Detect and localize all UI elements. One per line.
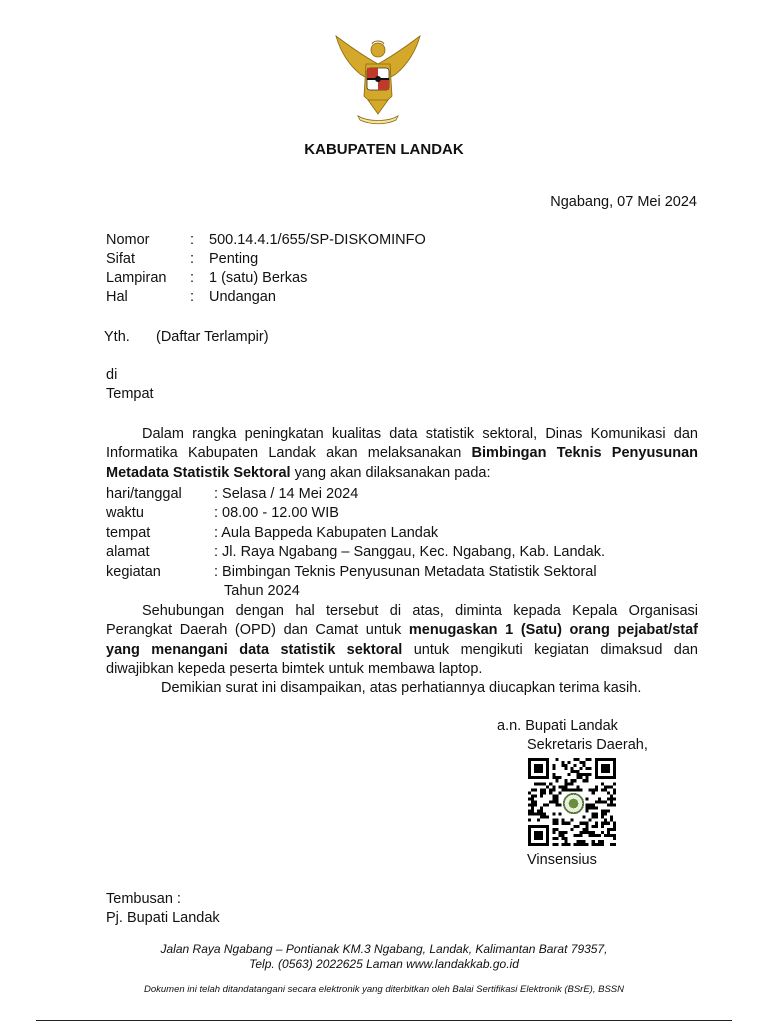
signature-on-behalf: a.n. Bupati Landak [497,718,618,734]
event-title: Bimbingan Teknis Penyusunan Metadata Statistik Sektoral [106,445,698,481]
meta-row [106,289,276,308]
event-value: : Bimbingan Teknis Penyusunan Metadata Statistik Sektoral [214,564,597,580]
meta-label: Nomor [106,232,150,248]
intro-text: Dalam rangka peningkatan kualitas data statistik sektoral, Dinas Komunikasi dan Informatika Kabupaten Landak akan melaksanakan [106,426,698,462]
event-row [106,544,605,563]
request-emphasis: menugaskan 1 (Satu) orang pejabat/staf yang menangani data statistik sektoral [106,622,698,658]
meta-colon: : [190,251,195,267]
event-row [106,505,339,524]
meta-colon: : [190,270,195,286]
signer-name: Vinsensius [527,852,597,868]
closing-paragraph [106,680,698,696]
event-row [106,525,438,544]
meta-value: Undangan [209,289,276,305]
closing-text: Demikian surat ini disampaikan, atas perhatiannya diucapkan terima kasih. [161,680,642,696]
request-text-end: untuk mengikuti kegiatan dimaksud dan diwajibkan kepeda peserta bimtek untuk membawa laptop. [106,641,698,677]
garuda-emblem-icon [330,34,426,126]
event-value: : Selasa / 14 Mei 2024 [214,486,359,502]
meta-label: Hal [106,289,128,305]
yth-label: Yth. [104,329,130,345]
event-label: waktu [106,505,144,521]
event-label: hari/tanggal [106,486,182,502]
event-value: : Jl. Raya Ngabang – Sanggau, Kec. Ngabang, Kab. Landak. [214,544,605,560]
di-label: di [106,367,118,383]
meta-value: Penting [209,251,259,267]
event-row [106,486,358,505]
event-label: kegiatan [106,564,161,580]
letter-date: Ngabang, 07 Mei 2024 [550,194,697,210]
footer-address: Jalan Raya Ngabang – Pontianak KM.3 Ngabang, Landak, Kalimantan Barat 79357, [160,942,608,956]
meta-row [106,251,258,270]
meta-value: 500.14.4.1/655/SP-DISKOMINFO [209,232,426,248]
bottom-divider [36,1020,732,1021]
event-label: tempat [106,525,151,541]
esign-note: Dokumen ini telah ditandatangani secara elektronik yang diterbitkan oleh Balai Sertifikasi Elektronik (BSrE), BSSN [144,984,624,995]
event-value: : 08.00 - 12.00 WIB [214,505,339,521]
intro-paragraph [106,425,698,483]
footer-contact: Telp. (0563) 2022625 Laman www.landakkab.go.id [249,957,519,971]
cc-title: Tembusan : [106,891,181,907]
request-text: Sehubungan dengan hal tersebut di atas, diminta kepada Kepala Organisasi Perangkat Daerah (OPD) dan Camat untuk [106,603,698,639]
event-label: alamat [106,544,150,560]
meta-colon: : [190,289,195,305]
qr-code-icon [528,758,616,846]
signature-title: Sekretaris Daerah, [527,737,648,753]
event-value-continuation: Tahun 2024 [224,583,300,599]
meta-label: Lampiran [106,270,167,286]
request-paragraph [106,602,698,679]
cc-item: Pj. Bupati Landak [106,910,220,926]
regency-title: KABUPATEN LANDAK [304,141,464,158]
place-label: Tempat [106,386,154,402]
meta-label: Sifat [106,251,136,267]
event-value: : Aula Bappeda Kabupaten Landak [214,525,439,541]
meta-row [106,270,307,289]
event-row [106,564,597,583]
meta-row [106,232,426,251]
meta-colon: : [190,232,195,248]
intro-text-end: yang akan dilaksanakan pada: [290,464,491,481]
addressee: (Daftar Terlampir) [156,329,269,345]
meta-value: 1 (satu) Berkas [209,270,308,286]
